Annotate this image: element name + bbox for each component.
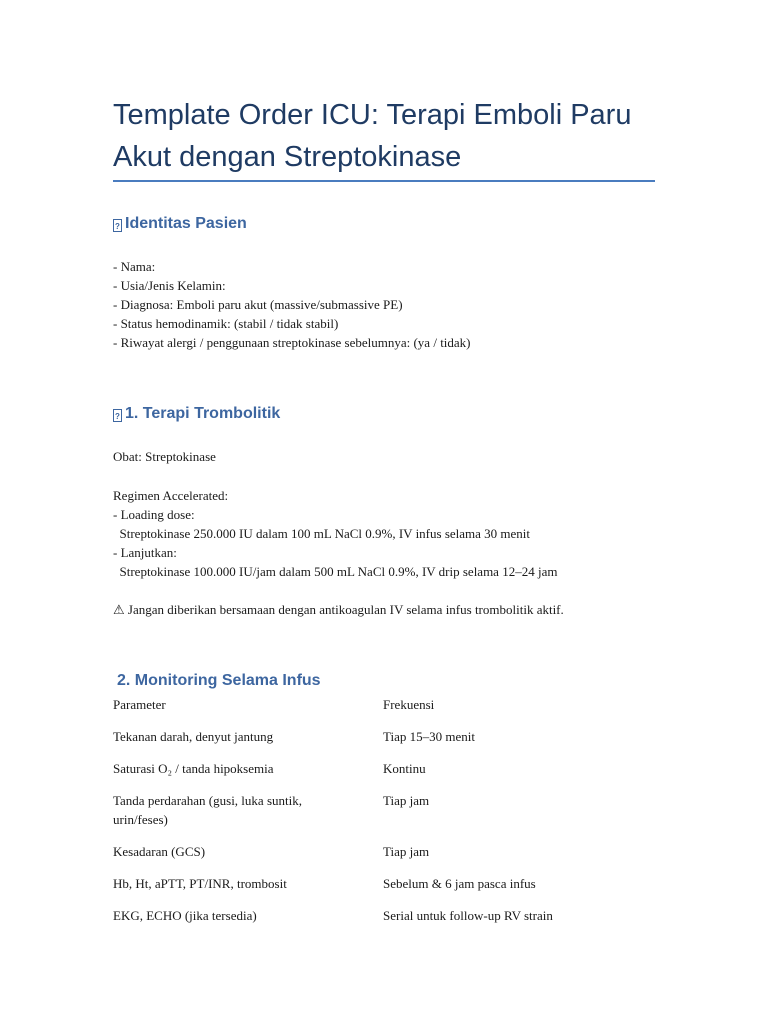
table-cell: Serial untuk follow-up RV strain <box>383 908 553 923</box>
table-cell: Tiap jam <box>383 844 430 859</box>
title-underline <box>113 180 655 182</box>
column-header-parameter: Parameter <box>113 697 166 712</box>
identitas-line: - Diagnosa: Emboli paru akut (massive/submassive PE) <box>113 297 403 312</box>
regimen-line: Regimen Accelerated: <box>113 488 229 503</box>
heading-monitoring: 2. Monitoring Selama Infus <box>117 672 321 689</box>
table-cell: Tiap 15–30 menit <box>383 729 475 744</box>
table-cell: Tanda perdarahan (gusi, luka suntik, urin/feses) <box>113 793 302 827</box>
heading-terapi <box>113 404 280 424</box>
regimen-line: Streptokinase 100.000 IU/jam dalam 500 mL NaCl 0.9%, IV drip selama 12–24 jam <box>113 564 558 579</box>
missing-glyph-icon: ? <box>113 219 122 232</box>
document-title: Template Order ICU: Terapi Emboli Paru Akut dengan Streptokinase <box>113 99 632 173</box>
table-cell: EKG, ECHO (jika tersedia) <box>113 908 257 923</box>
table-cell: Sebelum & 6 jam pasca infus <box>383 876 536 891</box>
table-cell: Kontinu <box>383 761 426 776</box>
table-cell: Hb, Ht, aPTT, PT/INR, trombosit <box>113 876 287 891</box>
heading-identitas <box>113 214 247 234</box>
table-cell: Tiap jam <box>383 793 430 808</box>
identitas-line: - Usia/Jenis Kelamin: <box>113 278 226 293</box>
heading-terapi-text: 1. Terapi Trombolitik <box>125 405 281 422</box>
table-cell: Tekanan darah, denyut jantung <box>113 729 274 744</box>
column-header-frekuensi: Frekuensi <box>383 697 435 712</box>
regimen-line: Streptokinase 250.000 IU dalam 100 mL NaCl 0.9%, IV infus selama 30 menit <box>113 526 531 541</box>
identitas-line: - Riwayat alergi / penggunaan streptokinase sebelumnya: (ya / tidak) <box>113 335 471 350</box>
identitas-line: - Status hemodinamik: (stabil / tidak stabil) <box>113 316 339 331</box>
table-cell: Kesadaran (GCS) <box>113 844 206 859</box>
warning-text: Jangan diberikan bersamaan dengan antikoagulan IV selama infus trombolitik aktif. <box>127 602 564 617</box>
regimen-line: - Loading dose: <box>113 507 195 522</box>
warning-note <box>113 600 564 620</box>
regimen-line: - Lanjutkan: <box>113 545 177 560</box>
missing-glyph-icon: ? <box>113 409 122 422</box>
obat-line: Obat: Streptokinase <box>113 449 216 464</box>
warning-icon: ⚠ <box>113 603 125 618</box>
identitas-line: - Nama: <box>113 259 156 274</box>
table-cell: Saturasi O₂ / tanda hipoksemia <box>113 761 274 776</box>
heading-identitas-text: Identitas Pasien <box>125 215 247 232</box>
